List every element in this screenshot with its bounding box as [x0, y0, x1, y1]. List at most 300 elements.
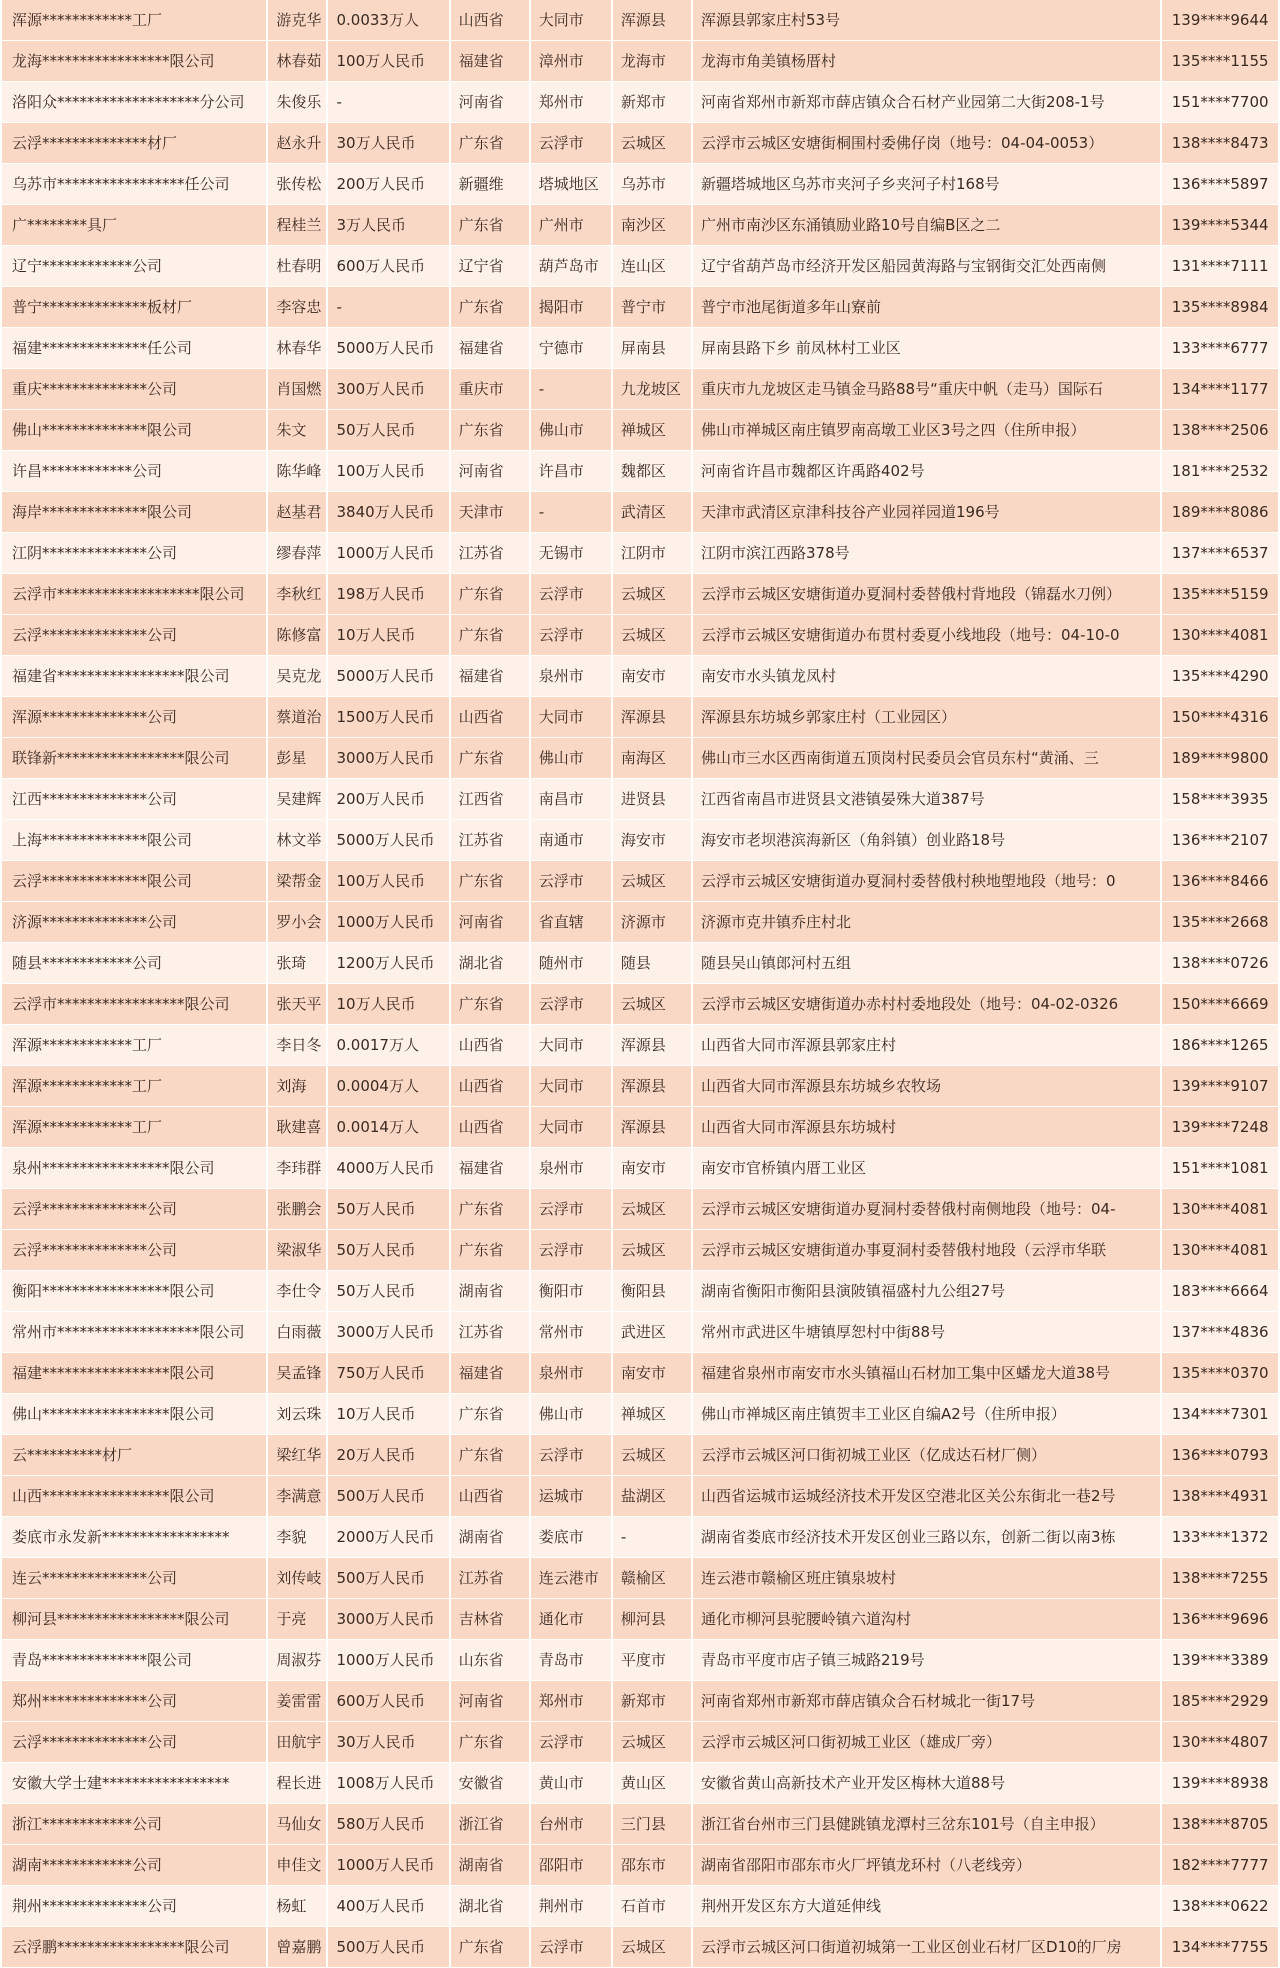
cell-city: 许昌市 [531, 451, 611, 492]
cell-district: 黄山区 [613, 1763, 691, 1804]
cell-city: 泉州市 [531, 656, 611, 697]
cell-legal-rep: 曾嘉鹏 [268, 1927, 326, 1968]
cell-address: 云浮市云城区安塘街桐围村委佛仔岗（地号：04-04-0053） [693, 123, 1160, 164]
cell-province: 山西省 [451, 1025, 529, 1066]
cell-registered-capital: 580万人民币 [328, 1804, 448, 1845]
cell-phone: 136****9696 [1162, 1599, 1278, 1640]
cell-address: 山西省大同市浑源县东坊城乡农牧场 [693, 1066, 1160, 1107]
cell-phone: 185****2929 [1162, 1681, 1278, 1722]
cell-address: 新疆塔城地区乌苏市夹河子乡夹河子村168号 [693, 164, 1160, 205]
cell-province: 广东省 [451, 1394, 529, 1435]
cell-address: 云浮市云城区安塘街道办赤村村委地段处（地号：04-02-0326 [693, 984, 1160, 1025]
cell-address: 佛山市三水区西南街道五顶岗村民委员会官员东村“黄涌、三 [693, 738, 1160, 779]
table-row [2, 1763, 1278, 1804]
cell-legal-rep: 陈修富 [268, 615, 326, 656]
cell-address: 天津市武清区京津科技谷产业园祥园道196号 [693, 492, 1160, 533]
cell-district: 随县 [613, 943, 691, 984]
cell-province: 河南省 [451, 902, 529, 943]
cell-district: 禅城区 [613, 1394, 691, 1435]
cell-legal-rep: 梁帮金 [268, 861, 326, 902]
cell-province: 江苏省 [451, 1558, 529, 1599]
cell-company-name: 辽宁************公司 [2, 246, 266, 287]
cell-company-name: 连云**************公司 [2, 1558, 266, 1599]
cell-registered-capital: 2000万人民币 [328, 1517, 448, 1558]
cell-province: 福建省 [451, 1353, 529, 1394]
cell-company-name: 云**********材厂 [2, 1435, 266, 1476]
table-row [2, 738, 1278, 779]
cell-phone: 139****9107 [1162, 1066, 1278, 1107]
cell-address: 云浮市云城区安塘街道办布贯村委夏小线地段（地号：04-10-0 [693, 615, 1160, 656]
cell-address: 云浮市云城区安塘街道办夏洞村委替俄村南侧地段（地号：04- [693, 1189, 1160, 1230]
cell-city: 郑州市 [531, 1681, 611, 1722]
cell-province: 江西省 [451, 779, 529, 820]
cell-registered-capital: 1000万人民币 [328, 1845, 448, 1886]
cell-address: 通化市柳河县驼腰岭镇六道沟村 [693, 1599, 1160, 1640]
cell-city: 宁德市 [531, 328, 611, 369]
cell-company-name: 佛山**************限公司 [2, 410, 266, 451]
cell-address: 安徽省黄山高新技术产业开发区梅林大道88号 [693, 1763, 1160, 1804]
cell-address: 浑源县郭家庄村53号 [693, 0, 1160, 41]
cell-company-name: 乌苏市*****************任公司 [2, 164, 266, 205]
cell-legal-rep: 陈华峰 [268, 451, 326, 492]
table-row [2, 820, 1278, 861]
table-row [2, 123, 1278, 164]
cell-phone: 135****5159 [1162, 574, 1278, 615]
cell-province: 福建省 [451, 41, 529, 82]
cell-legal-rep: 李日冬 [268, 1025, 326, 1066]
cell-legal-rep: 于亮 [268, 1599, 326, 1640]
cell-city: 南昌市 [531, 779, 611, 820]
cell-city: 大同市 [531, 0, 611, 41]
table-row [2, 205, 1278, 246]
cell-phone: 138****0726 [1162, 943, 1278, 984]
cell-city: 随州市 [531, 943, 611, 984]
cell-city: 通化市 [531, 1599, 611, 1640]
cell-legal-rep: 赵永升 [268, 123, 326, 164]
cell-registered-capital: 500万人民币 [328, 1476, 448, 1517]
cell-address: 普宁市池尾街道多年山寮前 [693, 287, 1160, 328]
cell-company-name: 泉州*****************限公司 [2, 1148, 266, 1189]
cell-province: 湖南省 [451, 1845, 529, 1886]
cell-company-name: 福建省*****************限公司 [2, 656, 266, 697]
table-row [2, 779, 1278, 820]
cell-province: 河南省 [451, 451, 529, 492]
cell-company-name: 许昌************公司 [2, 451, 266, 492]
table-row [2, 369, 1278, 410]
table-row [2, 451, 1278, 492]
cell-address: 随县吴山镇郎河村五组 [693, 943, 1160, 984]
cell-legal-rep: 李仕令 [268, 1271, 326, 1312]
cell-province: 广东省 [451, 1230, 529, 1271]
cell-province: 新疆维 [451, 164, 529, 205]
cell-legal-rep: 吴建辉 [268, 779, 326, 820]
cell-city: 省直辖 [531, 902, 611, 943]
cell-phone: 158****3935 [1162, 779, 1278, 820]
table-row [2, 1148, 1278, 1189]
table-row [2, 533, 1278, 574]
cell-district: 新郑市 [613, 1681, 691, 1722]
table-row [2, 1353, 1278, 1394]
cell-legal-rep: 姜雷雷 [268, 1681, 326, 1722]
table-row [2, 984, 1278, 1025]
cell-registered-capital: 4000万人民币 [328, 1148, 448, 1189]
table-row [2, 902, 1278, 943]
cell-province: 福建省 [451, 656, 529, 697]
cell-city: 塔城地区 [531, 164, 611, 205]
cell-province: 湖北省 [451, 1886, 529, 1927]
table-row [2, 0, 1278, 41]
cell-district: 进贤县 [613, 779, 691, 820]
cell-company-name: 浑源************工厂 [2, 1107, 266, 1148]
cell-company-name: 江阴**************公司 [2, 533, 266, 574]
cell-district: 武进区 [613, 1312, 691, 1353]
cell-phone: 189****8086 [1162, 492, 1278, 533]
cell-province: 广东省 [451, 123, 529, 164]
cell-legal-rep: 刘海 [268, 1066, 326, 1107]
cell-registered-capital: 1000万人民币 [328, 902, 448, 943]
cell-company-name: 郑州**************公司 [2, 1681, 266, 1722]
cell-address: 南安市官桥镇内厝工业区 [693, 1148, 1160, 1189]
cell-registered-capital: 10万人民币 [328, 984, 448, 1025]
cell-phone: 150****4316 [1162, 697, 1278, 738]
cell-legal-rep: 程长进 [268, 1763, 326, 1804]
cell-address: 海安市老坝港滨海新区（角斜镇）创业路18号 [693, 820, 1160, 861]
cell-address: 龙海市角美镇杨厝村 [693, 41, 1160, 82]
cell-registered-capital: 5000万人民币 [328, 820, 448, 861]
cell-address: 湖南省邵阳市邵东市火厂坪镇龙环村（八老线旁） [693, 1845, 1160, 1886]
cell-company-name: 浑源************工厂 [2, 1066, 266, 1107]
cell-address: 浑源县东坊城乡郭家庄村（工业园区） [693, 697, 1160, 738]
table-row [2, 697, 1278, 738]
cell-registered-capital: 600万人民币 [328, 246, 448, 287]
cell-district: 浑源县 [613, 697, 691, 738]
cell-district: 南安市 [613, 656, 691, 697]
table-row [2, 1558, 1278, 1599]
cell-company-name: 随县************公司 [2, 943, 266, 984]
table-row [2, 1066, 1278, 1107]
cell-city: 泉州市 [531, 1353, 611, 1394]
cell-province: 山西省 [451, 1107, 529, 1148]
cell-company-name: 云浮**************限公司 [2, 861, 266, 902]
cell-company-name: 云浮鹏*****************限公司 [2, 1927, 266, 1968]
cell-province: 天津市 [451, 492, 529, 533]
table-row [2, 1271, 1278, 1312]
cell-district: 云城区 [613, 1189, 691, 1230]
cell-city: 泉州市 [531, 1148, 611, 1189]
cell-phone: 151****1081 [1162, 1148, 1278, 1189]
cell-registered-capital: 100万人民币 [328, 861, 448, 902]
cell-registered-capital: 10万人民币 [328, 615, 448, 656]
cell-legal-rep: 缪春萍 [268, 533, 326, 574]
cell-company-name: 福建*****************限公司 [2, 1353, 266, 1394]
cell-registered-capital: 10万人民币 [328, 1394, 448, 1435]
cell-company-name: 常州市*******************限公司 [2, 1312, 266, 1353]
cell-address: 云浮市云城区河口街道初城第一工业区创业石材厂区D10的厂房 [693, 1927, 1160, 1968]
cell-city: 南通市 [531, 820, 611, 861]
cell-legal-rep: 周淑芬 [268, 1640, 326, 1681]
cell-province: 河南省 [451, 1681, 529, 1722]
cell-phone: 139****5344 [1162, 205, 1278, 246]
cell-district: 浑源县 [613, 1025, 691, 1066]
cell-company-name: 青岛**************限公司 [2, 1640, 266, 1681]
cell-address: 广州市南沙区东涌镇励业路10号自编B区之二 [693, 205, 1160, 246]
cell-district: 云城区 [613, 574, 691, 615]
cell-legal-rep: 张琦 [268, 943, 326, 984]
cell-district: 云城区 [613, 1722, 691, 1763]
cell-address: 青岛市平度市店子镇三城路219号 [693, 1640, 1160, 1681]
cell-registered-capital: 50万人民币 [328, 1271, 448, 1312]
cell-company-name: 湖南************公司 [2, 1845, 266, 1886]
table-row [2, 164, 1278, 205]
cell-company-name: 江西**************公司 [2, 779, 266, 820]
cell-legal-rep: 朱文 [268, 410, 326, 451]
cell-city: 漳州市 [531, 41, 611, 82]
cell-district: 南沙区 [613, 205, 691, 246]
cell-city: 常州市 [531, 1312, 611, 1353]
cell-company-name: 荆州**************公司 [2, 1886, 266, 1927]
cell-city: 邵阳市 [531, 1845, 611, 1886]
cell-province: 吉林省 [451, 1599, 529, 1640]
cell-district: 柳河县 [613, 1599, 691, 1640]
cell-address: 山西省运城市运城经济技术开发区空港北区关公东街北一巷2号 [693, 1476, 1160, 1517]
cell-registered-capital: 0.0033万人 [328, 0, 448, 41]
table-row [2, 1886, 1278, 1927]
cell-phone: 133****1372 [1162, 1517, 1278, 1558]
cell-address: 佛山市禅城区南庄镇罗南高墩工业区3号之四（住所申报） [693, 410, 1160, 451]
cell-registered-capital: 500万人民币 [328, 1558, 448, 1599]
cell-phone: 135****1155 [1162, 41, 1278, 82]
cell-district: 浑源县 [613, 0, 691, 41]
cell-legal-rep: 彭星 [268, 738, 326, 779]
cell-district: 南安市 [613, 1353, 691, 1394]
cell-address: 山西省大同市浑源县郭家庄村 [693, 1025, 1160, 1066]
cell-address: 辽宁省葫芦岛市经济开发区船园黄海路与宝钢街交汇处西南侧 [693, 246, 1160, 287]
cell-registered-capital: 100万人民币 [328, 451, 448, 492]
cell-legal-rep: 梁淑华 [268, 1230, 326, 1271]
cell-registered-capital: 300万人民币 [328, 369, 448, 410]
cell-company-name: 云浮**************公司 [2, 1722, 266, 1763]
cell-phone: 182****7777 [1162, 1845, 1278, 1886]
cell-phone: 189****9800 [1162, 738, 1278, 779]
cell-phone: 139****8938 [1162, 1763, 1278, 1804]
cell-company-name: 广********具厂 [2, 205, 266, 246]
cell-phone: 131****7111 [1162, 246, 1278, 287]
cell-city: 云浮市 [531, 574, 611, 615]
table-row [2, 246, 1278, 287]
table-row [2, 82, 1278, 123]
cell-phone: 139****9644 [1162, 0, 1278, 41]
cell-phone: 130****4081 [1162, 615, 1278, 656]
cell-legal-rep: 吴克龙 [268, 656, 326, 697]
cell-legal-rep: 李满意 [268, 1476, 326, 1517]
cell-district: 新郑市 [613, 82, 691, 123]
cell-registered-capital: - [328, 287, 448, 328]
cell-company-name: 普宁**************板材厂 [2, 287, 266, 328]
cell-phone: 183****6664 [1162, 1271, 1278, 1312]
cell-district: 盐湖区 [613, 1476, 691, 1517]
cell-province: 广东省 [451, 410, 529, 451]
cell-registered-capital: 3000万人民币 [328, 1599, 448, 1640]
cell-city: 佛山市 [531, 1394, 611, 1435]
cell-registered-capital: 3000万人民币 [328, 1312, 448, 1353]
cell-legal-rep: 赵基君 [268, 492, 326, 533]
cell-registered-capital: 50万人民币 [328, 410, 448, 451]
cell-registered-capital: 50万人民币 [328, 1189, 448, 1230]
cell-city: 荆州市 [531, 1886, 611, 1927]
cell-city: 郑州市 [531, 82, 611, 123]
cell-phone: 136****0793 [1162, 1435, 1278, 1476]
cell-province: 江苏省 [451, 1312, 529, 1353]
table-row [2, 328, 1278, 369]
cell-registered-capital: 1200万人民币 [328, 943, 448, 984]
cell-registered-capital: 30万人民币 [328, 1722, 448, 1763]
cell-registered-capital: 3840万人民币 [328, 492, 448, 533]
cell-address: 浙江省台州市三门县健跳镇龙潭村三岔东101号（自主申报） [693, 1804, 1160, 1845]
cell-legal-rep: 白雨薇 [268, 1312, 326, 1353]
cell-phone: 139****3389 [1162, 1640, 1278, 1681]
cell-district: 普宁市 [613, 287, 691, 328]
cell-district: 魏都区 [613, 451, 691, 492]
cell-legal-rep: 肖国燃 [268, 369, 326, 410]
cell-district: 江阴市 [613, 533, 691, 574]
cell-registered-capital: 50万人民币 [328, 1230, 448, 1271]
cell-registered-capital: 400万人民币 [328, 1886, 448, 1927]
cell-phone: 137****4836 [1162, 1312, 1278, 1353]
cell-registered-capital: 20万人民币 [328, 1435, 448, 1476]
cell-company-name: 佛山*****************限公司 [2, 1394, 266, 1435]
cell-phone: 138****7255 [1162, 1558, 1278, 1599]
cell-district: 龙海市 [613, 41, 691, 82]
cell-address: 云浮市云城区安塘街道办事夏洞村委替俄村地段（云浮市华联 [693, 1230, 1160, 1271]
cell-province: 广东省 [451, 738, 529, 779]
cell-district: 屏南县 [613, 328, 691, 369]
cell-company-name: 云浮**************公司 [2, 1189, 266, 1230]
cell-company-name: 云浮市*******************限公司 [2, 574, 266, 615]
cell-address: 河南省许昌市魏都区许禹路402号 [693, 451, 1160, 492]
cell-province: 广东省 [451, 1927, 529, 1968]
cell-city: 云浮市 [531, 123, 611, 164]
cell-address: 济源市克井镇乔庄村北 [693, 902, 1160, 943]
cell-legal-rep: 申佳文 [268, 1845, 326, 1886]
cell-registered-capital: 1000万人民币 [328, 533, 448, 574]
table-row [2, 1517, 1278, 1558]
cell-district: 石首市 [613, 1886, 691, 1927]
cell-district: 乌苏市 [613, 164, 691, 205]
cell-address: 云浮市云城区河口街初城工业区（亿成达石材厂侧） [693, 1435, 1160, 1476]
cell-company-name: 龙海*****************限公司 [2, 41, 266, 82]
cell-district: 海安市 [613, 820, 691, 861]
cell-city: 台州市 [531, 1804, 611, 1845]
cell-city: 大同市 [531, 697, 611, 738]
cell-district: 浑源县 [613, 1066, 691, 1107]
cell-province: 福建省 [451, 328, 529, 369]
cell-district: 云城区 [613, 615, 691, 656]
cell-company-name: 洛阳众*******************分公司 [2, 82, 266, 123]
cell-company-name: 云浮市*****************限公司 [2, 984, 266, 1025]
cell-phone: 135****4290 [1162, 656, 1278, 697]
cell-province: 广东省 [451, 1435, 529, 1476]
cell-company-name: 浑源************工厂 [2, 1025, 266, 1066]
cell-company-name: 重庆**************公司 [2, 369, 266, 410]
table-row [2, 1845, 1278, 1886]
cell-city: 广州市 [531, 205, 611, 246]
table-row [2, 574, 1278, 615]
cell-legal-rep: 林文举 [268, 820, 326, 861]
cell-address: 河南省郑州市新郑市薛店镇众合石材城北一街17号 [693, 1681, 1160, 1722]
cell-phone: 151****7700 [1162, 82, 1278, 123]
cell-city: 云浮市 [531, 615, 611, 656]
cell-address: 荆州开发区东方大道延伸线 [693, 1886, 1160, 1927]
cell-phone: 186****1265 [1162, 1025, 1278, 1066]
cell-district: 连山区 [613, 246, 691, 287]
cell-province: 山东省 [451, 1640, 529, 1681]
cell-province: 广东省 [451, 984, 529, 1025]
cell-district: 云城区 [613, 984, 691, 1025]
cell-registered-capital: 30万人民币 [328, 123, 448, 164]
table-row [2, 1107, 1278, 1148]
cell-phone: 130****4807 [1162, 1722, 1278, 1763]
cell-province: 广东省 [451, 1189, 529, 1230]
cell-phone: 138****8705 [1162, 1804, 1278, 1845]
cell-company-name: 云浮**************材厂 [2, 123, 266, 164]
cell-registered-capital: 3万人民币 [328, 205, 448, 246]
cell-phone: 136****2107 [1162, 820, 1278, 861]
cell-address: 山西省大同市浑源县东坊城村 [693, 1107, 1160, 1148]
cell-registered-capital: 0.0017万人 [328, 1025, 448, 1066]
cell-legal-rep: 刘云珠 [268, 1394, 326, 1435]
cell-city: 云浮市 [531, 1435, 611, 1476]
cell-registered-capital: 1500万人民币 [328, 697, 448, 738]
cell-province: 广东省 [451, 861, 529, 902]
cell-legal-rep: 李秋红 [268, 574, 326, 615]
cell-city: 云浮市 [531, 1230, 611, 1271]
cell-phone: 135****0370 [1162, 1353, 1278, 1394]
cell-address: 云浮市云城区安塘街道办夏洞村委替俄村背地段（锦磊水刀例） [693, 574, 1160, 615]
table-body [2, 0, 1278, 1968]
cell-address: 屏南县路下乡 前凤林村工业区 [693, 328, 1160, 369]
cell-district: 九龙坡区 [613, 369, 691, 410]
cell-registered-capital: - [328, 82, 448, 123]
table-row [2, 1025, 1278, 1066]
cell-city: 大同市 [531, 1066, 611, 1107]
cell-district: 禅城区 [613, 410, 691, 451]
cell-city: 云浮市 [531, 1927, 611, 1968]
cell-province: 江苏省 [451, 820, 529, 861]
cell-city: 葫芦岛市 [531, 246, 611, 287]
cell-province: 山西省 [451, 1476, 529, 1517]
cell-legal-rep: 游克华 [268, 0, 326, 41]
table-row [2, 1394, 1278, 1435]
cell-legal-rep: 马仙女 [268, 1804, 326, 1845]
cell-province: 山西省 [451, 1066, 529, 1107]
cell-address: 江西省南昌市进贤县文港镇晏殊大道387号 [693, 779, 1160, 820]
cell-province: 辽宁省 [451, 246, 529, 287]
cell-phone: 150****6669 [1162, 984, 1278, 1025]
cell-phone: 138****4931 [1162, 1476, 1278, 1517]
cell-company-name: 云浮**************公司 [2, 615, 266, 656]
table-row [2, 1189, 1278, 1230]
cell-registered-capital: 200万人民币 [328, 164, 448, 205]
cell-district: 云城区 [613, 1927, 691, 1968]
cell-registered-capital: 600万人民币 [328, 1681, 448, 1722]
cell-district: 云城区 [613, 1230, 691, 1271]
cell-city: 佛山市 [531, 410, 611, 451]
cell-city: 大同市 [531, 1107, 611, 1148]
cell-phone: 138****8473 [1162, 123, 1278, 164]
cell-phone: 130****4081 [1162, 1189, 1278, 1230]
cell-province: 广东省 [451, 287, 529, 328]
table-row [2, 656, 1278, 697]
